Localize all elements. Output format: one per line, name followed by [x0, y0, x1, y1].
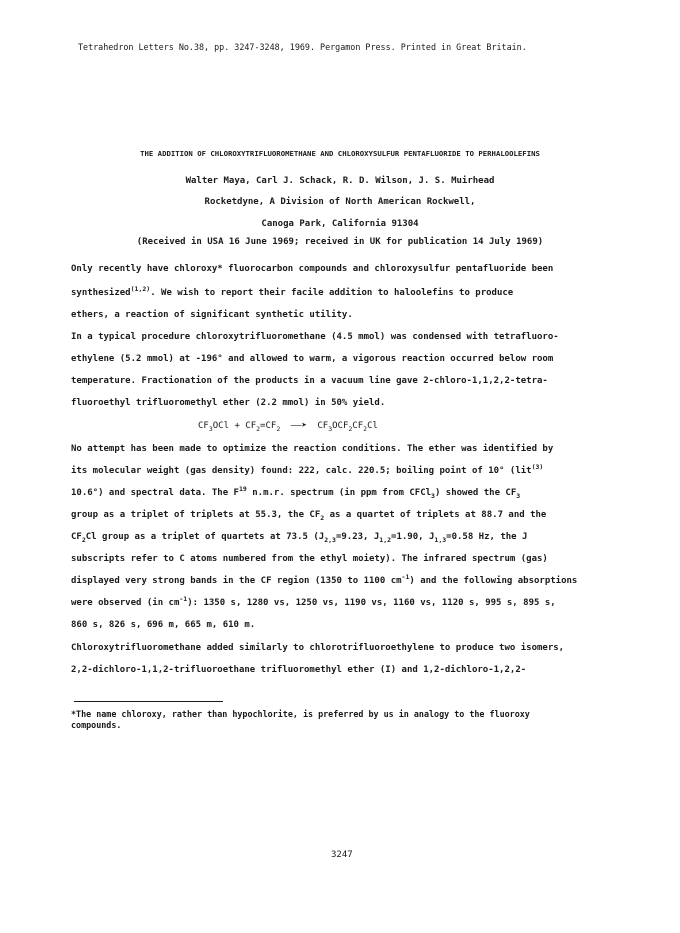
eq-text: OCl + CF — [212, 421, 257, 431]
article-title: THE ADDITION OF CHLOROXYTRIFLUOROMETHANE AND CHLOROXYSULFUR PENTAFLUORIDE TO PERHALOOLEFINS — [140, 149, 540, 158]
eq-text: CF — [317, 421, 329, 431]
text-span: displayed very strong bands in the CF region (1350 to 1100 cm — [71, 576, 402, 586]
text-span: =0.58 Hz, the J — [446, 532, 528, 542]
footnote-line-2: compounds. — [71, 720, 122, 730]
paragraph-3-line-9: 860 s, 826 s, 696 m, 665 m, 610 m. — [71, 620, 256, 630]
eq-text: OCF — [332, 421, 349, 431]
superscript: -1 — [401, 573, 410, 581]
paragraph-3-line-7 — [71, 575, 577, 587]
affiliation-line-2: Canoga Park, California 91304 — [261, 219, 419, 229]
text-span: ) and the following absorptions — [409, 576, 578, 586]
reaction-arrow: ——➤ — [290, 421, 307, 431]
text-span: its molecular weight (gas density) found: 222, calc. 220.5; boiling point of 10° (lit — [71, 466, 532, 476]
text-span: were observed (in cm — [71, 598, 180, 608]
subscript: 3 — [516, 491, 521, 500]
subscript: 3 — [431, 491, 435, 500]
text-span: =9.23, J — [335, 532, 380, 542]
text-span: ): 1350 s, 1280 vs, 1250 vs, 1190 vs, 1160 vs, 1120 s, 995 s, 895 s, — [187, 598, 556, 608]
paragraph-1-line-3: ethers, a reaction of significant synthetic utility. — [71, 310, 353, 320]
paragraph-2-line-1: In a typical procedure chloroxytrifluoromethane (4.5 mmol) was condensed with tetrafluoro- — [71, 332, 559, 342]
eq-subscript: 2 — [276, 424, 281, 433]
eq-subscript: 3 — [208, 424, 213, 433]
subscript: 2 — [81, 535, 86, 544]
text-span: Cl group as a triplet of quartets at 73.5 (J — [85, 532, 325, 542]
paragraph-2-line-4: fluoroethyl trifluoromethyl ether (2.2 mmol) in 50% yield. — [71, 398, 386, 408]
paragraph-3-line-6: subscripts refer to C atoms numbered from the ethyl moiety). The infrared spectrum (gas) — [71, 554, 548, 564]
text-span: n.m.r. spectrum (in ppm from CFCl — [246, 488, 432, 498]
eq-text: CF — [352, 421, 364, 431]
reference-superscript: (3) — [531, 463, 544, 471]
superscript: 19 — [238, 485, 247, 493]
paragraph-3-line-4 — [71, 509, 546, 521]
eq-text: =CF — [260, 421, 277, 431]
paragraph-3-line-2 — [71, 465, 543, 477]
paragraph-2-line-2: ethylene (5.2 mmol) at -196° and allowed to warm, a vigorous reaction occurred below room — [71, 354, 554, 364]
paragraph-1-line-2 — [71, 287, 513, 299]
text-span: =1.90, J — [391, 532, 435, 542]
footnote-line-1: *The name chloroxy, rather than hypochlorite, is preferred by us in analogy to the fluoroxy — [71, 709, 530, 719]
paragraph-3-line-1: No attempt has been made to optimize the reaction conditions. The ether was identified by — [71, 444, 554, 454]
received-dates: (Received in USA 16 June 1969; received in UK for publication 14 July 1969) — [136, 237, 544, 247]
superscript: -1 — [179, 595, 188, 603]
reaction-equation — [198, 420, 378, 432]
page-number: 3247 — [331, 850, 353, 860]
eq-subscript: 2 — [363, 424, 368, 433]
paragraph-4-line-1: Chloroxytrifluoromethane added similarly to chlorotrifluoroethylene to produce two isomers, — [71, 643, 565, 653]
text-span: CF — [71, 532, 82, 542]
eq-subscript: 2 — [256, 424, 261, 433]
subscript: 2 — [320, 513, 325, 522]
authors: Walter Maya, Carl J. Schack, R. D. Wilson, J. S. Muirhead — [185, 176, 495, 186]
eq-subscript: 2 — [348, 424, 353, 433]
text-span: ) showed the CF — [434, 488, 517, 498]
text-span: group as a triplet of triplets at 55.3, the CF — [71, 510, 321, 520]
footnote-rule — [74, 701, 223, 702]
eq-text: CF — [198, 421, 209, 431]
text-span: as a quartet of triplets at 88.7 and the — [324, 510, 547, 520]
paragraph-1-line-1: Only recently have chloroxy* fluorocarbon compounds and chloroxysulfur pentafluoride been — [71, 264, 554, 274]
eq-text: Cl — [367, 421, 378, 431]
paragraph-2-line-3: temperature. Fractionation of the products in a vacuum line gave 2-chloro-1,1,2,2-tetra- — [71, 376, 548, 386]
paragraph-4-line-2: 2,2-dichloro-1,1,2-trifluoroethane trifluoromethyl ether (I) and 1,2-dichloro-1,2,2- — [71, 665, 527, 675]
reference-superscript: (1,2) — [130, 285, 151, 293]
subscript: 2,3 — [324, 535, 336, 544]
paragraph-3-line-5 — [71, 531, 527, 543]
subscript: 1,3 — [434, 535, 447, 544]
paragraph-3-line-8 — [71, 597, 556, 609]
text-span: 10.6°) and spectral data. The F — [71, 488, 239, 498]
running-head: Tetrahedron Letters No.38, pp. 3247-3248, 1969. Pergamon Press. Printed in Great Britain. — [78, 42, 527, 52]
text-span: synthesized — [71, 288, 131, 298]
affiliation-line-1: Rocketdyne, A Division of North American Rockwell, — [204, 197, 476, 207]
subscript: 1,2 — [379, 535, 392, 544]
paragraph-3-line-3 — [71, 487, 520, 499]
text-span: . We wish to report their facile addition to haloolefins to produce — [150, 288, 514, 298]
eq-subscript: 3 — [328, 424, 333, 433]
